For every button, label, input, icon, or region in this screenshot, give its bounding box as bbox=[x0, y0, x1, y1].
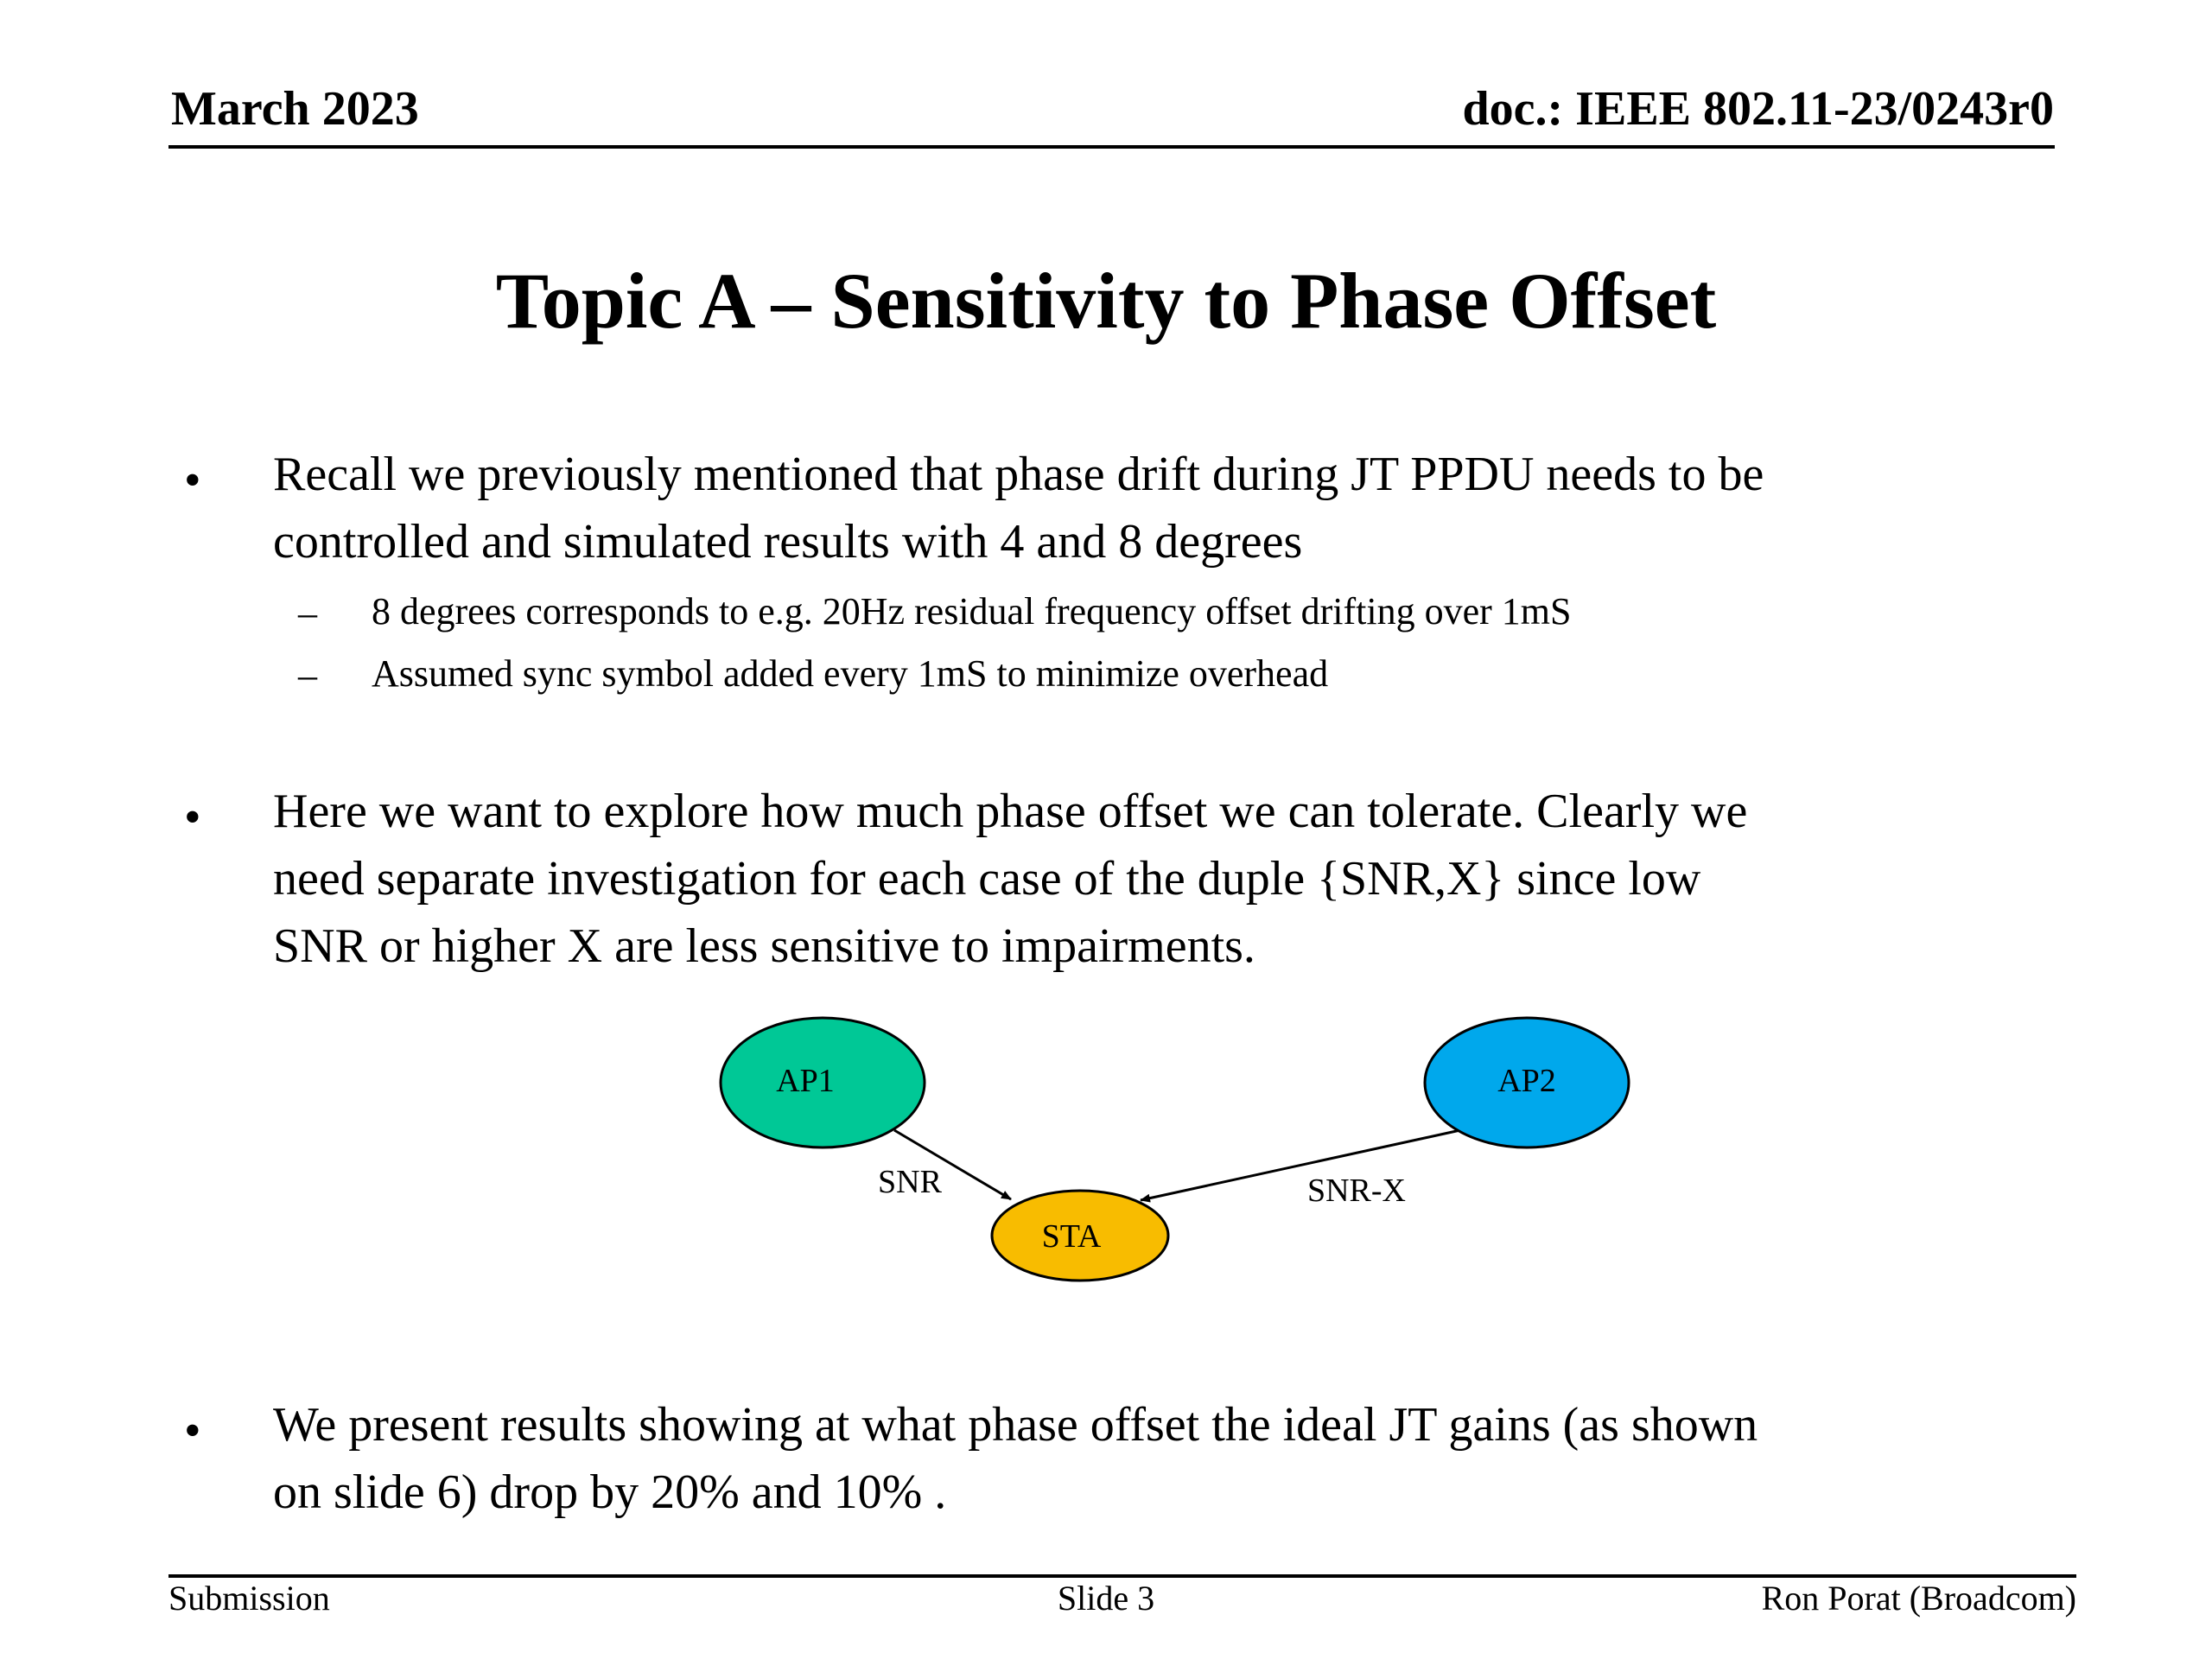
edge-ap2-sta bbox=[1141, 1130, 1460, 1200]
slide-title: Topic A – Sensitivity to Phase Offset bbox=[495, 257, 1717, 345]
footer-slide-number: Slide 3 bbox=[1057, 1579, 1155, 1618]
bullet-2-line-2: need separate investigation for each case of the duple {SNR,X} since low bbox=[273, 852, 1701, 906]
bullet-3-line-1: We present results showing at what phase offset the ideal JT gains (as shown bbox=[273, 1398, 1758, 1452]
bullet-1-text bbox=[273, 441, 2088, 575]
bullet-1-line-1: Recall we previously mentioned that phase drift during JT PPDU needs to be bbox=[273, 448, 1764, 501]
bullet-marker: • bbox=[184, 1404, 201, 1458]
node-ap1-label: AP1 bbox=[776, 1063, 835, 1099]
bullet-2-line-1: Here we want to explore how much phase offset we can tolerate. Clearly we bbox=[273, 785, 1748, 838]
header-divider bbox=[168, 145, 2055, 149]
node-sta-label: STA bbox=[1041, 1218, 1102, 1255]
header-date: March 2023 bbox=[171, 82, 419, 136]
sub-bullet-marker: – bbox=[298, 592, 317, 634]
footer-divider bbox=[168, 1574, 2076, 1578]
bullet-2-text bbox=[273, 778, 2088, 980]
footer-submission: Submission bbox=[168, 1579, 330, 1618]
sub-bullet-marker: – bbox=[298, 654, 317, 696]
header-doc-id: doc.: IEEE 802.11-23/0243r0 bbox=[1462, 82, 2054, 136]
bullet-3-text bbox=[273, 1391, 2088, 1526]
edge-ap1-sta-label: SNR bbox=[878, 1164, 942, 1200]
node-ap2-label: AP2 bbox=[1497, 1063, 1556, 1099]
sub-bullet-1-text: 8 degrees corresponds to e.g. 20Hz residual frequency offset drifting over 1mS bbox=[372, 590, 1572, 632]
edge-ap2-sta-label: SNR-X bbox=[1306, 1173, 1407, 1209]
bullet-3-line-2: on slide 6) drop by 20% and 10% . bbox=[273, 1465, 947, 1519]
footer-author: Ron Porat (Broadcom) bbox=[1761, 1579, 2076, 1618]
bullet-marker: • bbox=[184, 791, 201, 844]
bullet-1-line-2: controlled and simulated results with 4 and 8 degrees bbox=[273, 515, 1303, 569]
bullet-2-line-3: SNR or higher X are less sensitive to impairments. bbox=[273, 919, 1255, 973]
topology-diagram bbox=[709, 1007, 1659, 1300]
sub-bullet-2-text: Assumed sync symbol added every 1mS to minimize overhead bbox=[372, 652, 1329, 695]
bullet-marker: • bbox=[184, 454, 201, 507]
